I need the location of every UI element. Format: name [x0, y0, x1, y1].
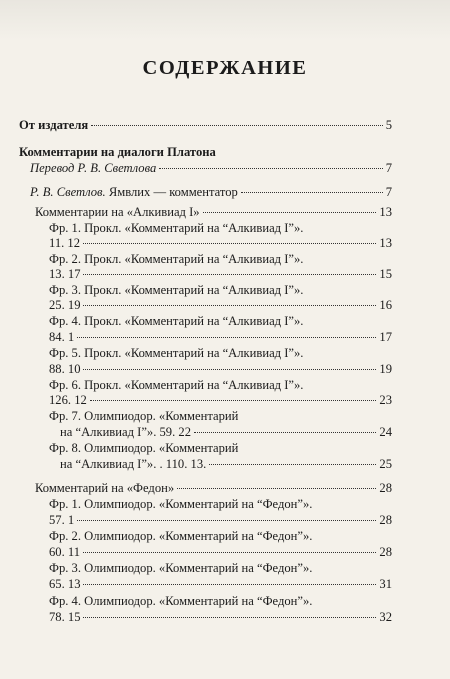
fragment-line: Фр. 8. Олимпиодор. «Комментарий — [49, 441, 239, 455]
entry-title: 11. 12 — [49, 236, 81, 250]
entry-page: 28 — [379, 481, 392, 495]
entry-page: 7 — [385, 185, 392, 199]
fragment-line: Фр. 4. Прокл. «Комментарий на “Алкивиад I”». — [49, 314, 304, 328]
toc-entry-translation[interactable] — [30, 161, 392, 176]
toc-entry-fragment[interactable] — [49, 545, 392, 560]
entry-title: 60. 11 — [49, 545, 81, 559]
toc-entry-fragment[interactable] — [49, 393, 392, 408]
leader-dots — [159, 168, 382, 169]
entry-page: 23 — [379, 393, 392, 407]
entry-page: 28 — [379, 545, 392, 559]
entry-title: 78. 15 — [49, 610, 81, 624]
leader-dots — [203, 212, 377, 213]
entry-page: 7 — [385, 161, 392, 175]
entry-title: Комментарии на «Алкивиад I» — [35, 205, 200, 219]
entry-page: 24 — [379, 425, 392, 439]
toc-entry-fragment[interactable] — [49, 610, 392, 625]
toc-entry-fragment[interactable] — [49, 513, 392, 528]
leader-dots — [83, 584, 376, 585]
leader-dots — [241, 192, 383, 193]
leader-dots — [83, 617, 376, 618]
leader-dots — [83, 274, 376, 275]
toc-entry-alcibiades[interactable] — [35, 205, 392, 220]
toc-entry-fragment[interactable] — [49, 267, 392, 282]
entry-page: 28 — [379, 513, 392, 527]
entry-title: 13. 17 — [49, 267, 81, 281]
leader-dots — [83, 305, 376, 306]
leader-dots — [77, 520, 376, 521]
top-shadow — [0, 0, 450, 40]
fragment-line: Фр. 3. Прокл. «Комментарий на “Алкивиад I”». — [49, 283, 304, 297]
entry-title: 57. 1 — [49, 513, 75, 527]
leader-dots — [194, 432, 376, 433]
entry-title — [30, 185, 238, 200]
page-title: СОДЕРЖАНИЕ — [142, 57, 308, 79]
entry-title: 65. 13 — [49, 577, 81, 591]
entry-page: 5 — [385, 118, 392, 132]
leader-dots — [83, 369, 376, 370]
fragment-line: Фр. 5. Прокл. «Комментарий на “Алкивиад I”». — [49, 346, 304, 360]
leader-dots — [83, 552, 376, 553]
entry-title: 84. 1 — [49, 330, 75, 344]
entry-page: 31 — [379, 577, 392, 591]
entry-title: на “Алкивиад I”». 59. 22 — [60, 425, 191, 439]
entry-page: 25 — [379, 457, 392, 471]
fragment-line: Фр. 1. Олимпиодор. «Комментарий на “Федон”». — [49, 497, 313, 511]
toc-entry-svetlov[interactable] — [30, 185, 392, 200]
entry-title: на “Алкивиад I”». . 110. 13. — [60, 457, 207, 471]
leader-dots — [90, 400, 377, 401]
fragment-line: Фр. 3. Олимпиодор. «Комментарий на “Федон”». — [49, 561, 313, 575]
entry-page: 32 — [379, 610, 392, 624]
entry-page: 16 — [379, 298, 392, 312]
leader-dots — [91, 125, 382, 126]
fragment-line: Фр. 1. Прокл. «Комментарий на “Алкивиад I”». — [49, 221, 304, 235]
leader-dots — [177, 488, 376, 489]
toc-entry-fragment[interactable] — [49, 362, 392, 377]
fragment-line: Фр. 7. Олимпиодор. «Комментарий — [49, 409, 239, 423]
fragment-line: Фр. 2. Олимпиодор. «Комментарий на “Федон”». — [49, 529, 313, 543]
entry-page: 13 — [379, 236, 392, 250]
toc-entry-fragment[interactable] — [60, 425, 392, 440]
section-heading: Комментарии на диалоги Платона — [19, 145, 216, 159]
toc-entry-fragment[interactable] — [49, 298, 392, 313]
toc-entry-fragment[interactable] — [49, 330, 392, 345]
entry-title: 25. 19 — [49, 298, 81, 312]
leader-dots — [209, 464, 376, 465]
entry-page: 19 — [379, 362, 392, 376]
fragment-line: Фр. 4. Олимпиодор. «Комментарий на “Федон”». — [49, 594, 313, 608]
entry-page: 17 — [379, 330, 392, 344]
entry-page: 15 — [379, 267, 392, 281]
entry-title: Комментарий на «Федон» — [35, 481, 175, 495]
entry-title-text: Ямвлих — комментатор — [108, 185, 238, 199]
toc-entry-publisher[interactable] — [19, 118, 392, 133]
toc-entry-fragment[interactable] — [49, 577, 392, 592]
entry-title: 88. 10 — [49, 362, 81, 376]
fragment-line: Фр. 2. Прокл. «Комментарий на “Алкивиад I”». — [49, 252, 304, 266]
entry-title: От издателя — [19, 118, 89, 132]
fragment-line: Фр. 6. Прокл. «Комментарий на “Алкивиад I”». — [49, 378, 304, 392]
entry-page: 13 — [379, 205, 392, 219]
toc-entry-phaedo[interactable] — [35, 481, 392, 496]
entry-author: Р. В. Светлов. — [30, 185, 106, 199]
toc-entry-fragment[interactable] — [60, 457, 392, 472]
toc-entry-fragment[interactable] — [49, 236, 392, 251]
leader-dots — [77, 337, 376, 338]
entry-title: Перевод Р. В. Светлова — [30, 161, 157, 175]
entry-title: 126. 12 — [49, 393, 87, 407]
leader-dots — [83, 243, 376, 244]
